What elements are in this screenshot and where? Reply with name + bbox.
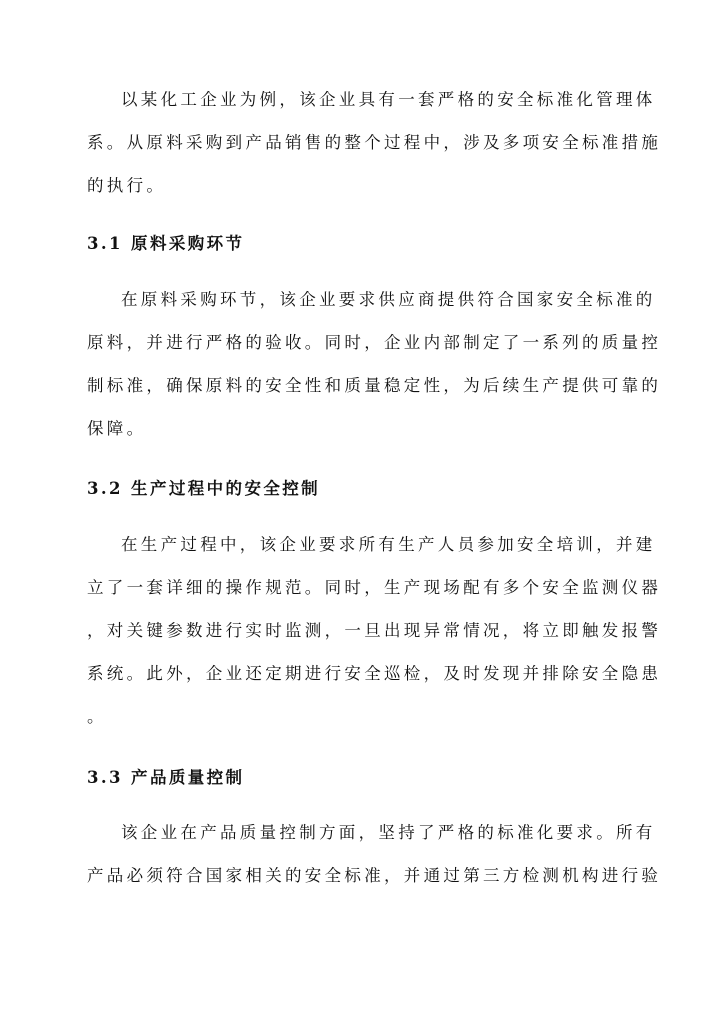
section-3-1-line-3: 制标准，确保原料的安全性和质量稳定性，为后续生产提供可靠的 <box>87 376 662 395</box>
section-3-2-line-2: 立了一套详细的操作规范。同时，生产现场配有多个安全监测仪器 <box>87 578 662 597</box>
intro-line-3: 的执行。 <box>87 176 167 195</box>
section-3-2-line-3: ，对关键参数进行实时监测，一旦出现异常情况，将立即触发报警 <box>87 621 662 640</box>
section-3-2-line-4: 系统。此外，企业还定期进行安全巡检，及时发现并排除安全隐患 <box>87 664 662 683</box>
section-heading-3-3: 3.3 产品质量控制 <box>87 768 245 787</box>
intro-line-1: 以某化工企业为例，该企业具有一套严格的安全标准化管理体 <box>121 90 656 109</box>
section-3-2-line-5: 。 <box>87 707 107 726</box>
intro-line-2: 系。从原料采购到产品销售的整个过程中，涉及多项安全标准措施 <box>87 133 662 152</box>
section-3-2-line-1: 在生产过程中，该企业要求所有生产人员参加安全培训，并建 <box>121 535 656 554</box>
section-heading-3-2: 3.2 生产过程中的安全控制 <box>87 479 321 498</box>
section-3-3-line-2: 产品必须符合国家相关的安全标准，并通过第三方检测机构进行验 <box>87 866 662 885</box>
section-3-1-line-4: 保障。 <box>87 419 147 438</box>
section-3-3-line-1: 该企业在产品质量控制方面，坚持了严格的标准化要求。所有 <box>121 823 656 842</box>
section-3-1-line-1: 在原料采购环节，该企业要求供应商提供符合国家安全标准的 <box>121 290 656 309</box>
section-heading-3-1: 3.1 原料采购环节 <box>87 234 245 253</box>
section-3-1-line-2: 原料，并进行严格的验收。同时，企业内部制定了一系列的质量控 <box>87 333 662 352</box>
